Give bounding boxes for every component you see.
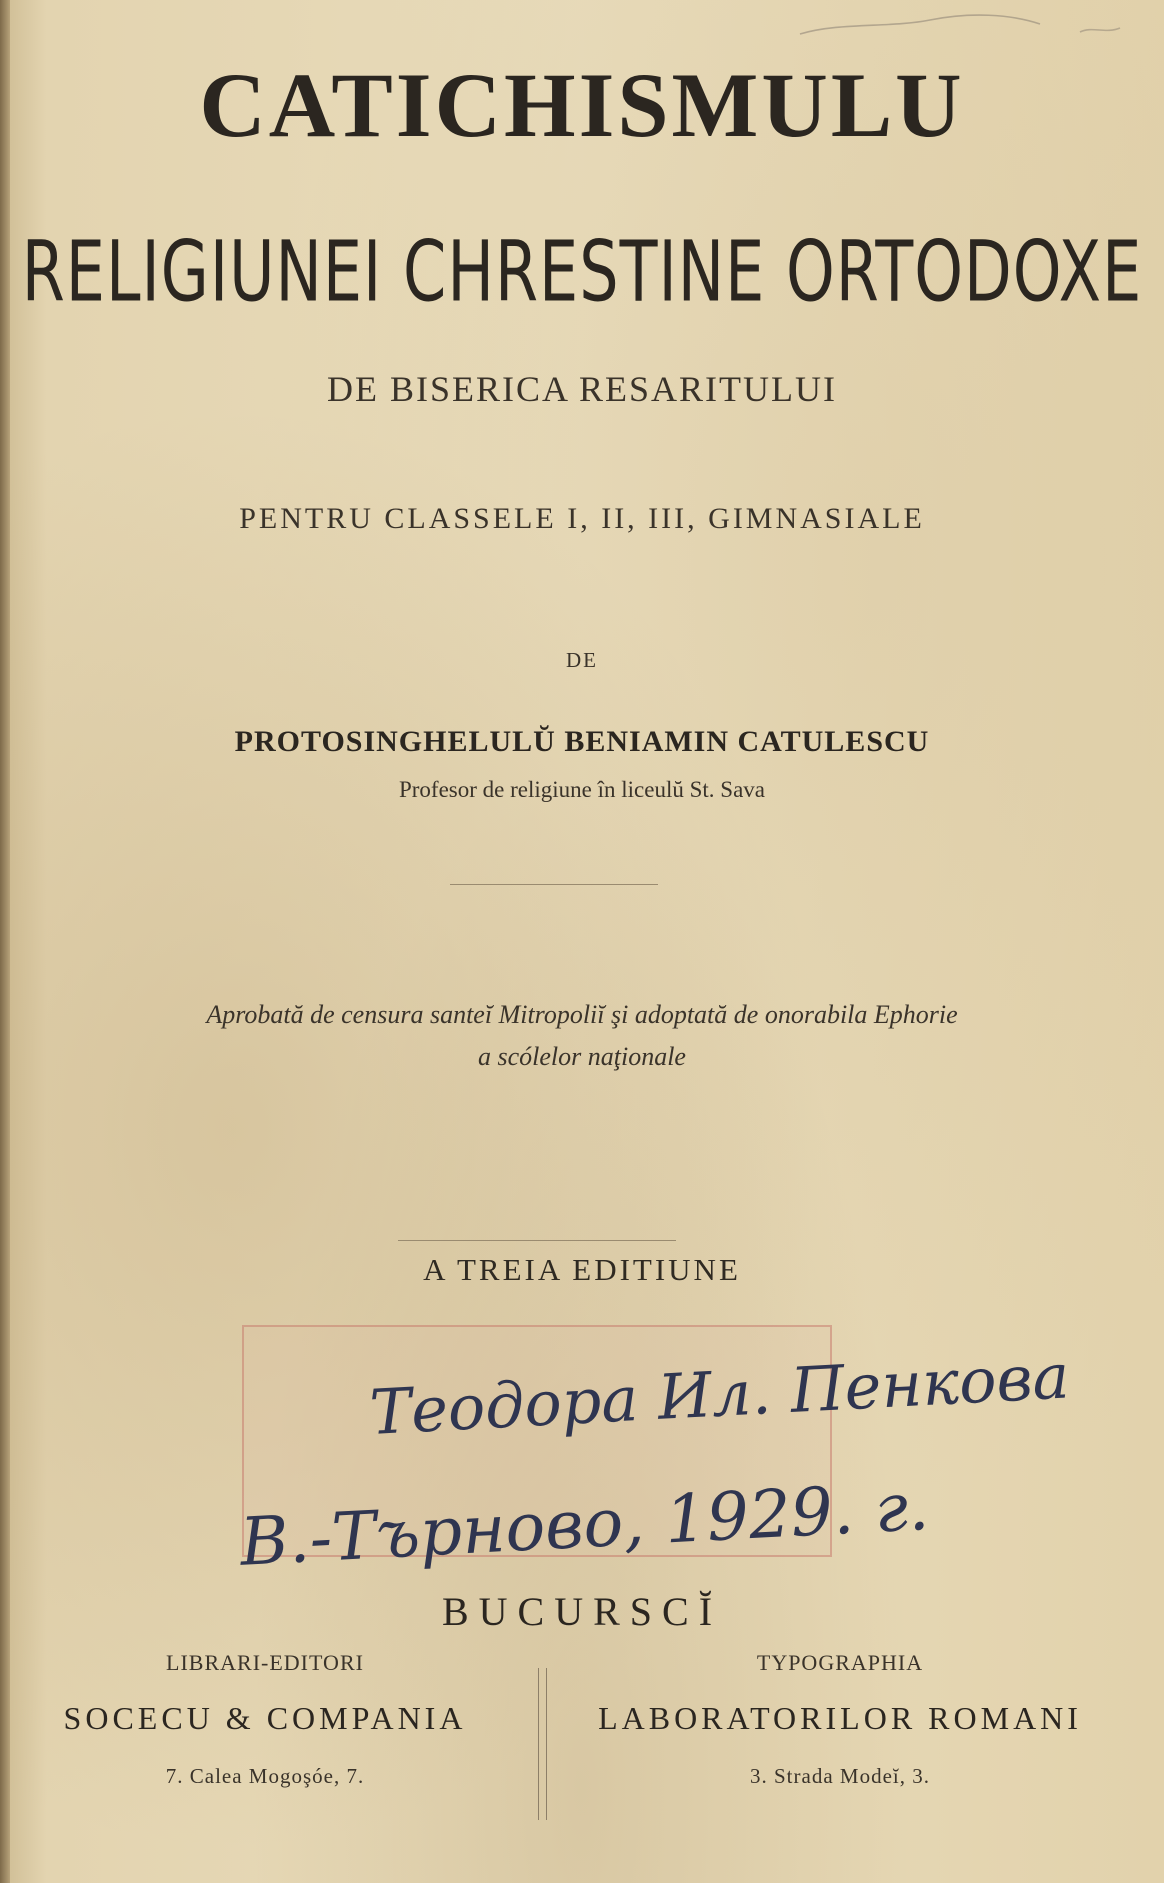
by-label: DE xyxy=(566,648,598,672)
author-name: PROTOSINGHELULŬ BENIAMIN CATULESCU xyxy=(234,725,930,758)
edition-label: A TREIA EDITIUNE xyxy=(423,1252,741,1287)
divider-rule xyxy=(398,1240,676,1241)
publisher-address: 7. Calea Mogoşóe, 7. xyxy=(165,1764,365,1788)
printer-label: TYPOGRAPHIA xyxy=(756,1650,924,1675)
printer-address: 3. Strada Modeĭ, 3. xyxy=(750,1764,930,1788)
inscription-line-1: Теодора Ил. Пенкова xyxy=(367,1339,1072,1450)
publication-city: BUCURSCĬ xyxy=(441,1589,723,1634)
handwritten-inscription xyxy=(0,1330,1164,1590)
imprint-divider xyxy=(538,1668,547,1820)
publisher-label: LIBRARI-EDITORI xyxy=(166,1650,364,1675)
approval-note-line-2: a scólelor naţionale xyxy=(478,1042,686,1071)
printer-name: LABORATORILOR ROMANI xyxy=(598,1700,1082,1736)
target-classes: PENTRU CLASSELE I, II, III, GIMNASIALE xyxy=(239,502,925,535)
divider-rule xyxy=(450,884,658,885)
author-position: Profesor de religiune în liceulŭ St. Sava xyxy=(398,777,765,802)
approval-note-line-1: Aprobată de censura santeĭ Mitropoliĭ şi adoptată de onorabila Ephorie xyxy=(206,1000,958,1029)
pencil-mark-icon xyxy=(780,4,1140,48)
publisher-name: SOCECU & COMPANIA xyxy=(63,1700,467,1736)
publisher-block xyxy=(0,1650,530,1789)
book-subtitle: DE BISERICA RESARITULUI xyxy=(326,369,837,409)
book-title-line-2: RELIGIUNEI CHRESTINE ORTODOXE xyxy=(21,222,1143,321)
book-title: CATICHISMULU xyxy=(199,54,965,156)
printer-block xyxy=(560,1650,1120,1789)
inscription-line-2: В.-Търново, 1929. г. xyxy=(238,1467,931,1581)
